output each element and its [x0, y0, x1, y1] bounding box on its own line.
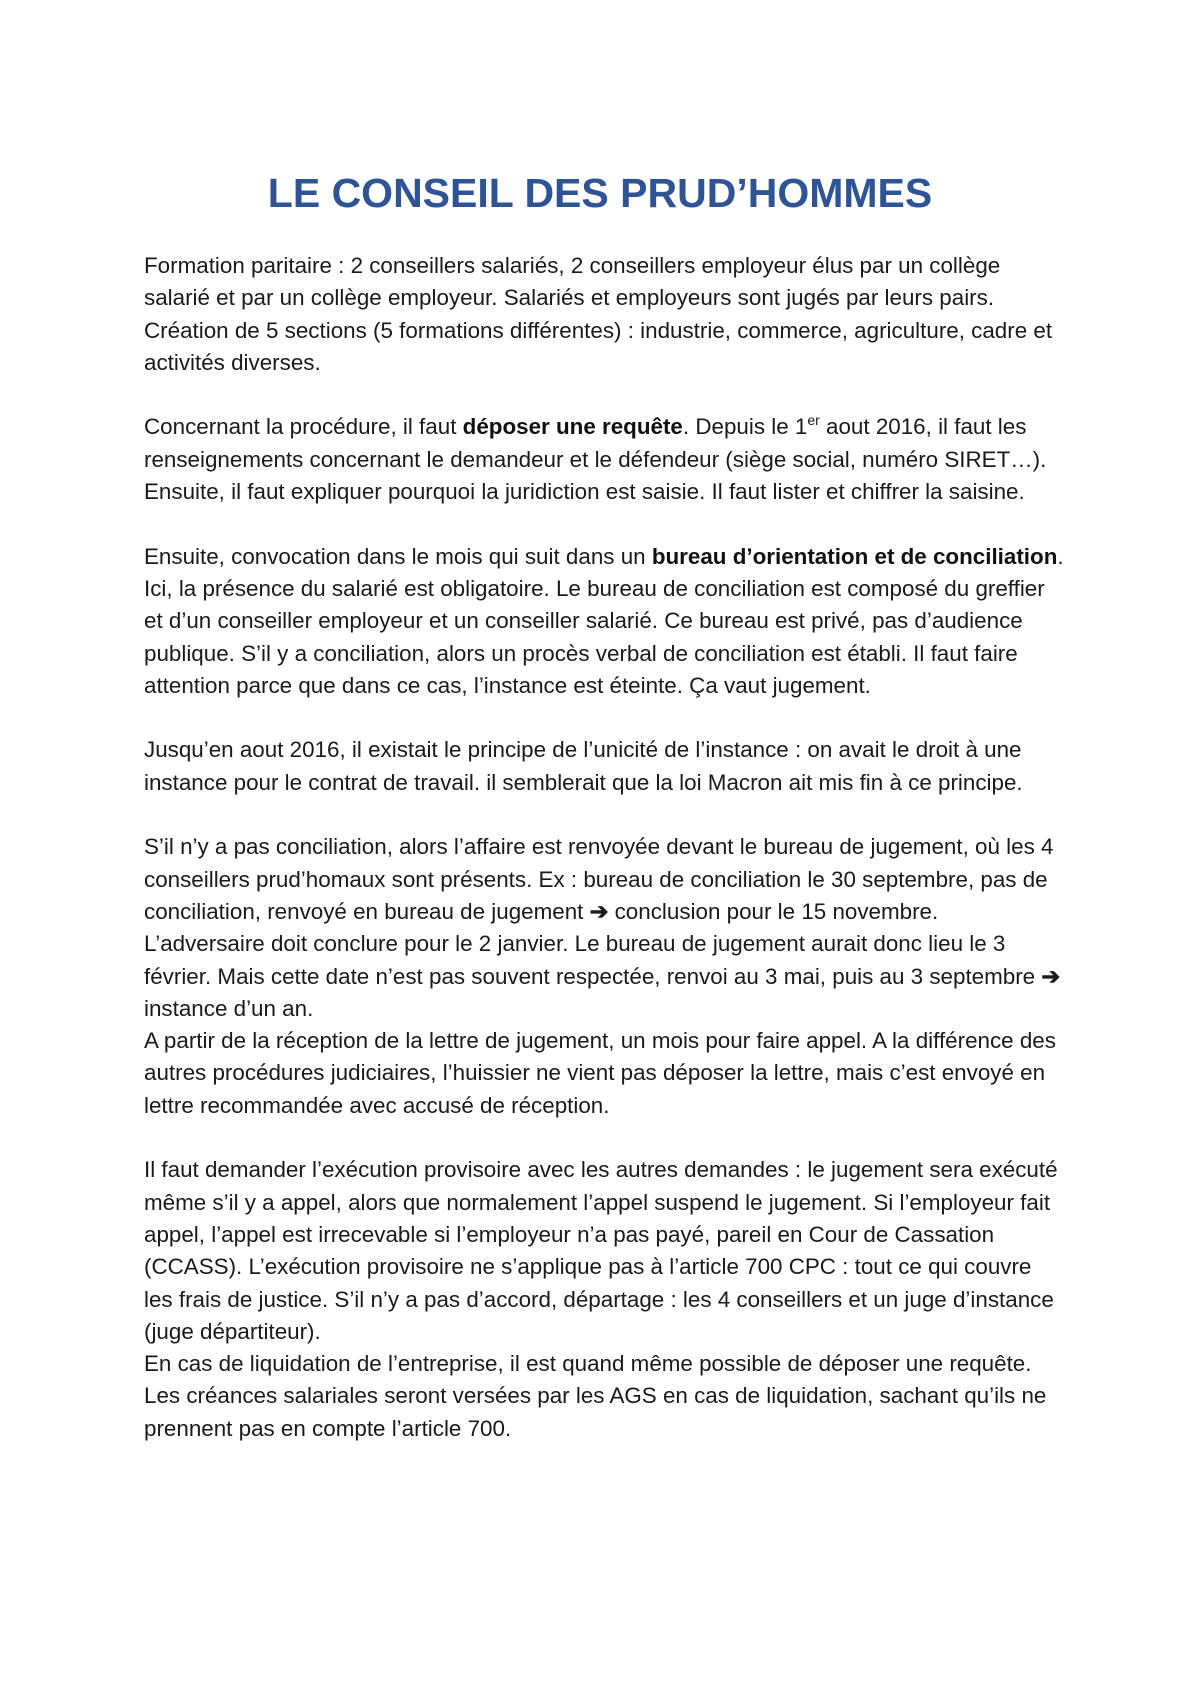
document-title: LE CONSEIL DES PRUD’HOMMES — [267, 170, 933, 216]
paragraph-unicite: Jusqu’en aout 2016, il existait le principe de l’unicité de l’instance : on avait le droit à une instance pour le contrat de travail. il semblerait que la loi Macron ait mis fin à ce principe. — [144, 737, 1023, 795]
bold-text-requete: déposer une requête — [462, 414, 683, 440]
arrow-icon: ➔ — [589, 898, 609, 924]
bold-text-bureau: bureau d’orientation et de conciliation — [651, 543, 1058, 569]
document-body — [144, 250, 1064, 1445]
text-run: S’il n’y a pas conciliation, alors l’affaire est renvoyée devant le bureau de jugement, où les 4 conseillers prud’homaux sont présents. Ex : bureau de conciliation le 30 septembre, pas de conciliation, renvoyé en bureau de jugement — [144, 834, 1054, 924]
text-run: aout 2016, il faut les renseignements concernant le demandeur et le défendeur (siège social, numéro SIRET…). Ensuite, il faut expliquer pourquoi la juridiction est saisie. Il faut lister et chiffrer la saisine. — [144, 414, 1047, 505]
text-run: . Ici, la présence du salarié est obligatoire. Le bureau de conciliation est composé du greffier et d’un conseiller employeur et un conseiller salarié. Ce bureau est privé, pas d’audience publique. S’il y a conciliation, alors un procès verbal de conciliation est établi. Il faut faire attention parce que dans ce cas, l’instance est éteinte. Ça vaut jugement. — [144, 543, 1064, 698]
arrow-icon: ➔ — [1041, 963, 1061, 989]
paragraph-liquidation: En cas de liquidation de l’entreprise, il est quand même possible de déposer une requête. Les créances salariales seront versées par les AGS en cas de liquidation, sachant qu’ils ne prennent pas en compte l’article 700. — [144, 1351, 1047, 1441]
text-run: conclusion pour le 15 novembre. L’adversaire doit conclure pour le 2 janvier. Le bureau de jugement aurait donc lieu le 3 février. Mais cette date n’est pas souvent respectée, renvoi au 3 mai, puis au 3 septembre — [144, 898, 1042, 989]
paragraph-conciliation — [144, 541, 1064, 702]
text-run: instance d’un an. — [144, 995, 314, 1021]
paragraph-execution-provisoire: Il faut demander l’exécution provisoire avec les autres demandes : le jugement sera exécuté même s’il y a appel, alors que normalement l’appel suspend le jugement. Si l’employeur fait appel, l’appel est irrecevable si l’employeur n’a pas payé, pareil en Cour de Cassation (CCASS). L’exécution provisoire ne s’applique pas à l’article 700 CPC : tout ce qui couvre les frais de justice. S’il n’y a pas d’accord, départage : les 4 conseillers et un juge d’instance (juge départiteur). — [144, 1157, 1058, 1344]
paragraph-appel: A partir de la réception de la lettre de jugement, un mois pour faire appel. A la différence des autres procédures judiciaires, l’huissier ne vient pas déposer la lettre, mais c’est envoyé en lettre recommandée avec accusé de réception. — [144, 1028, 1056, 1118]
text-run: Ensuite, convocation dans le mois qui suit dans un — [144, 543, 652, 569]
superscript-er: er — [807, 412, 820, 429]
paragraph-procedure — [144, 411, 1064, 508]
text-run: Concernant la procédure, il faut — [144, 414, 463, 440]
paragraph-formation: Formation paritaire : 2 conseillers salariés, 2 conseillers employeur élus par un collège salarié et par un collège employeur. Salariés et employeurs sont jugés par leurs pairs. Création de 5 sections (5 formations différentes) : industrie, commerce, agriculture, cadre et activités diverses. — [144, 253, 1053, 375]
paragraph-jugement — [144, 831, 1064, 1025]
text-run: . Depuis le 1 — [682, 414, 808, 440]
